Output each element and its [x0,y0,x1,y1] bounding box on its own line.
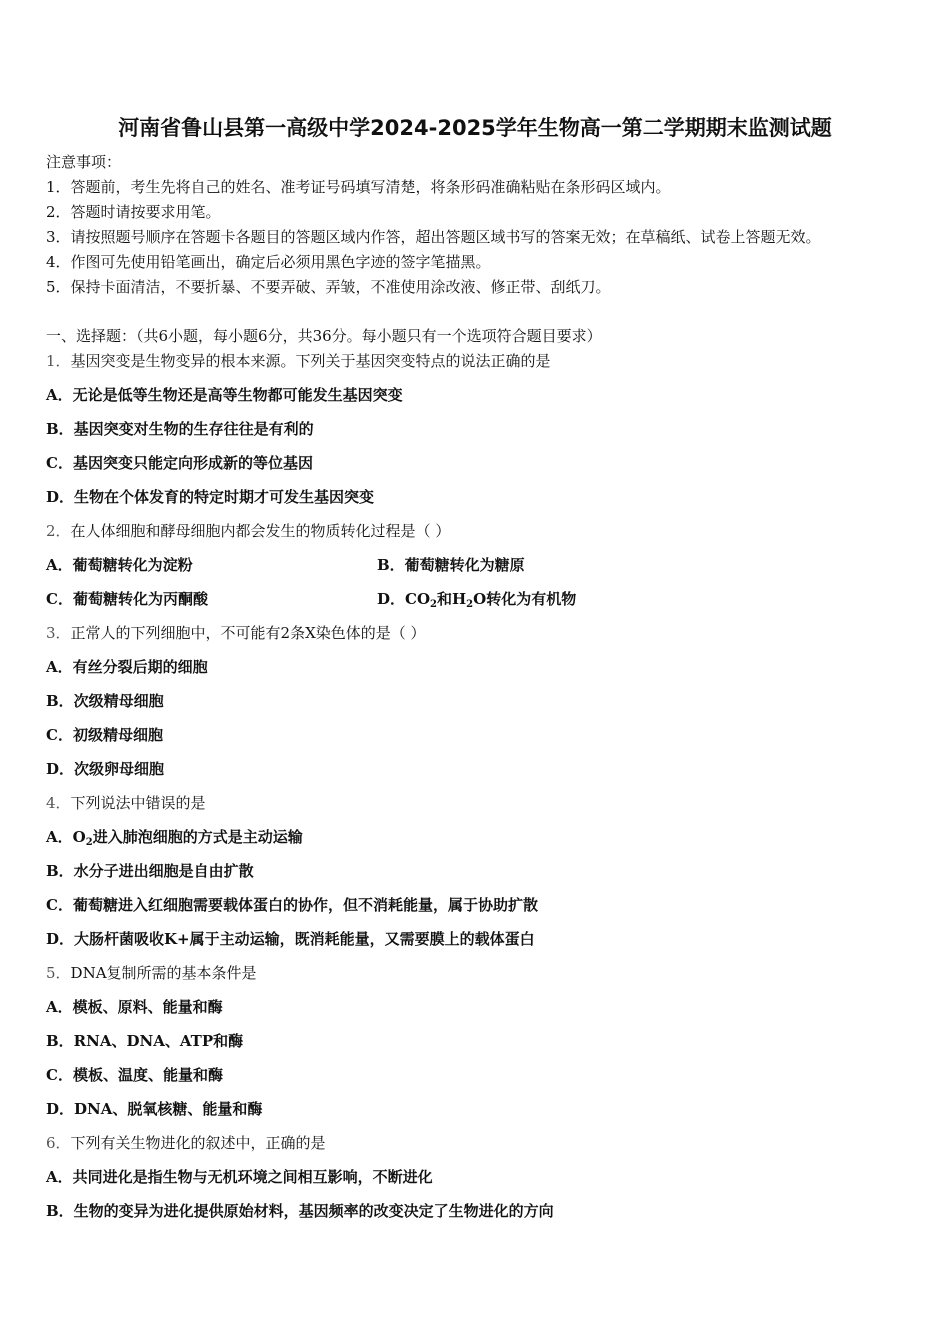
question-stem: 基因突变是生物变异的根本来源。下列关于基因突变特点的说法正确的是 [70,352,551,370]
question-number: 4． [46,794,71,812]
note-item-5: 5．保持卡面清洁，不要折暴、不要弄破、弄皱，不准使用涂改液、修正带、刮纸刀。 [46,278,611,296]
option-3b: B．次级精母细胞 [46,692,164,710]
option-4c: C．葡萄糖进入红细胞需要载体蛋白的协作，但不消耗能量，属于协助扩散 [46,896,538,914]
option-6a: A．共同进化是指生物与无机环境之间相互影响，不断进化 [46,1168,433,1186]
option-5a: A．模板、原料、能量和酶 [46,998,223,1016]
option-1a: A．无论是低等生物还是高等生物都可能发生基因突变 [46,386,403,404]
option-3a: A．有丝分裂后期的细胞 [46,658,208,676]
section-heading: 一、选择题：（共6小题，每小题6分，共36分。每小题只有一个选项符合题目要求） [46,327,602,345]
option-4a: A．$O_2$进入肺泡细胞的方式是主动运输 [46,828,303,848]
option-5d: D．DNA、脱氧核糖、能量和酶 [46,1100,263,1118]
option-6b: B．生物的变异为进化提供原始材料，基因频率的改变决定了生物进化的方向 [46,1202,554,1220]
option-3c: C．初级精母细胞 [46,726,163,744]
question-6 [46,1133,326,1153]
note-item-1: 1．答题前，考生先将自己的姓名、准考证号码填写清楚，将条形码准确粘贴在条形码区域内。 [46,178,671,196]
question-4 [46,793,206,813]
question-stem: 在人体细胞和酵母细胞内都会发生的物质转化过程是（ ） [70,522,451,540]
option-2c: C．葡萄糖转化为丙酮酸 [46,590,208,608]
question-stem: 正常人的下列细胞中，不可能有2条X染色体的是（ ） [70,624,426,642]
question-3 [46,623,426,643]
question-stem: DNA复制所需的基本条件是 [70,964,257,982]
question-1 [46,351,551,371]
note-item-3: 3．请按照题号顺序在答题卡各题目的答题区域内作答，超出答题区域书写的答案无效；在草稿纸、试卷上答题无效。 [46,228,821,246]
option-2a: A．葡萄糖转化为淀粉 [46,556,193,574]
option-2b: B．葡萄糖转化为糖原 [377,556,525,574]
notes-heading: 注意事项： [46,153,122,171]
question-stem: 下列有关生物进化的叙述中，正确的是 [70,1134,326,1152]
question-2 [46,521,450,541]
question-number: 3． [46,624,71,642]
question-number: 5． [46,964,71,982]
question-5 [46,963,257,983]
option-4b: B．水分子进出细胞是自由扩散 [46,862,254,880]
option-1c: C．基因突变只能定向形成新的等位基因 [46,454,313,472]
question-number: 1． [46,352,71,370]
question-number: 6． [46,1134,71,1152]
note-item-2: 2．答题时请按要求用笔。 [46,203,221,221]
page-title: 河南省鲁山县第一高级中学2024-2025学年生物高一第二学期期末监测试题 [118,116,832,140]
question-number: 2． [46,522,71,540]
option-1d: D．生物在个体发育的特定时期才可发生基因突变 [46,488,375,506]
question-stem: 下列说法中错误的是 [70,794,206,812]
option-3d: D．次级卵母细胞 [46,760,165,778]
option-5b: B．RNA、DNA、ATP和酶 [46,1032,244,1050]
option-5c: C．模板、温度、能量和酶 [46,1066,223,1084]
option-1b: B．基因突变对生物的生存往往是有利的 [46,420,314,438]
option-2d: D．$CO_2$和$H_2O$转化为有机物 [377,590,577,610]
note-item-4: 4．作图可先使用铅笔画出，确定后必须用黑色字迹的签字笔描黑。 [46,253,491,271]
option-4d: D．大肠杆菌吸收K+属于主动运输，既消耗能量，又需要膜上的载体蛋白 [46,930,535,948]
